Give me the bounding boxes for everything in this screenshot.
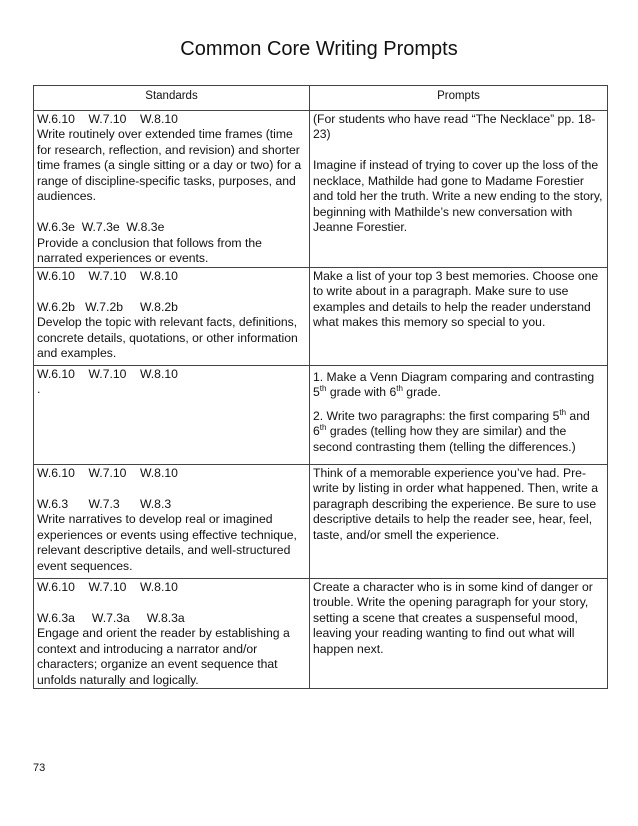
standard-text: Write routinely over extended time frames (time for research, reflection, and revision) and shorter time frames (a single sitting or a day or two) for a range of discipline-specific tasks, purposes, and audiences. bbox=[37, 127, 302, 203]
table-header-row bbox=[34, 86, 608, 111]
header-standards: Standards bbox=[34, 86, 310, 111]
standards-cell bbox=[34, 365, 310, 464]
standard-codes: W.6.3a W.7.3a W.8.3a bbox=[37, 610, 185, 625]
standard-codes: W.6.3 W.7.3 W.8.3 bbox=[37, 496, 172, 511]
prompt-text: Create a character who is in some kind of danger or trouble. Write the opening paragraph for your story, setting a scene that creates a suspenseful mood, leaving your reading wanting to find out what will happen next. bbox=[313, 579, 593, 656]
standards-cell bbox=[34, 578, 310, 689]
standard-codes: W.6.10 W.7.10 W.8.10 bbox=[37, 579, 178, 594]
table-row bbox=[34, 267, 608, 365]
standard-text: Engage and orient the reader by establishing a context and introducing a narrator and/or characters; organize an event sequence that unfolds naturally and logically. bbox=[37, 626, 290, 687]
standards-cell bbox=[34, 464, 310, 578]
table-row bbox=[34, 578, 608, 689]
standard-text: Develop the topic with relevant facts, definitions, concrete details, quotations, or other information and examples. bbox=[37, 315, 298, 360]
standard-codes: W.6.3e W.7.3e W.8.3e bbox=[37, 220, 165, 234]
prompt-cell bbox=[310, 464, 608, 578]
prompt-item-1: 1. Make a Venn Diagram comparing and contrasting 5th grade with 6th grade. bbox=[313, 369, 595, 399]
prompt-cell bbox=[310, 267, 608, 365]
prompt-cell bbox=[310, 365, 608, 464]
standard-text: . bbox=[37, 382, 41, 396]
table-row bbox=[34, 110, 608, 267]
prompt-cell bbox=[310, 578, 608, 689]
prompt-text: Make a list of your top 3 best memories. Choose one to write about in a paragraph. Make sure to use examples and details to help the reader understand what makes this memory so special to you. bbox=[313, 268, 599, 329]
prompt-text: (For students who have read “The Necklace” pp. 18-23) bbox=[313, 111, 596, 141]
prompt-text: Think of a memorable experience you’ve had. Pre-write by listing in order what happened. Then, write a paragraph describing the experience. Be sure to use descriptive details to help the reader see, hear, feel, taste, and/or smell the experience. bbox=[313, 465, 598, 542]
table-row bbox=[34, 365, 608, 464]
standard-codes: W.6.10 W.7.10 W.8.10 bbox=[37, 465, 178, 480]
standard-codes: W.6.10 W.7.10 W.8.10 bbox=[37, 366, 178, 381]
page-title: Common Core Writing Prompts bbox=[180, 38, 458, 60]
standard-codes: W.6.10 W.7.10 W.8.10 bbox=[37, 111, 178, 126]
standard-codes: W.6.2b W.7.2b W.8.2b bbox=[37, 299, 178, 314]
prompt-cell bbox=[310, 110, 608, 267]
writing-prompts-table bbox=[33, 85, 608, 689]
standards-cell bbox=[34, 267, 310, 365]
page-number: 73 bbox=[33, 762, 46, 774]
standard-text: Write narratives to develop real or imagined experiences or events using effective technique, relevant descriptive details, and well-structured event sequences. bbox=[37, 512, 297, 573]
table-row bbox=[34, 464, 608, 578]
prompt-text: Imagine if instead of trying to cover up the loss of the necklace, Mathilde had gone to Madame Forestier and told her the truth. Write a new ending to the story, beginning with Mathilde’s new conversation with Jeanne Forestier. bbox=[313, 158, 603, 234]
header-prompts: Prompts bbox=[310, 86, 608, 111]
standard-codes: W.6.10 W.7.10 W.8.10 bbox=[37, 268, 178, 283]
standard-text: Provide a conclusion that follows from the narrated experiences or events. bbox=[37, 235, 262, 265]
standards-cell bbox=[34, 110, 310, 267]
prompt-item-2: 2. Write two paragraphs: the first comparing 5th and 6th grades (telling how they are similar) and the second contrasting them (telling the differences.) bbox=[313, 407, 590, 454]
